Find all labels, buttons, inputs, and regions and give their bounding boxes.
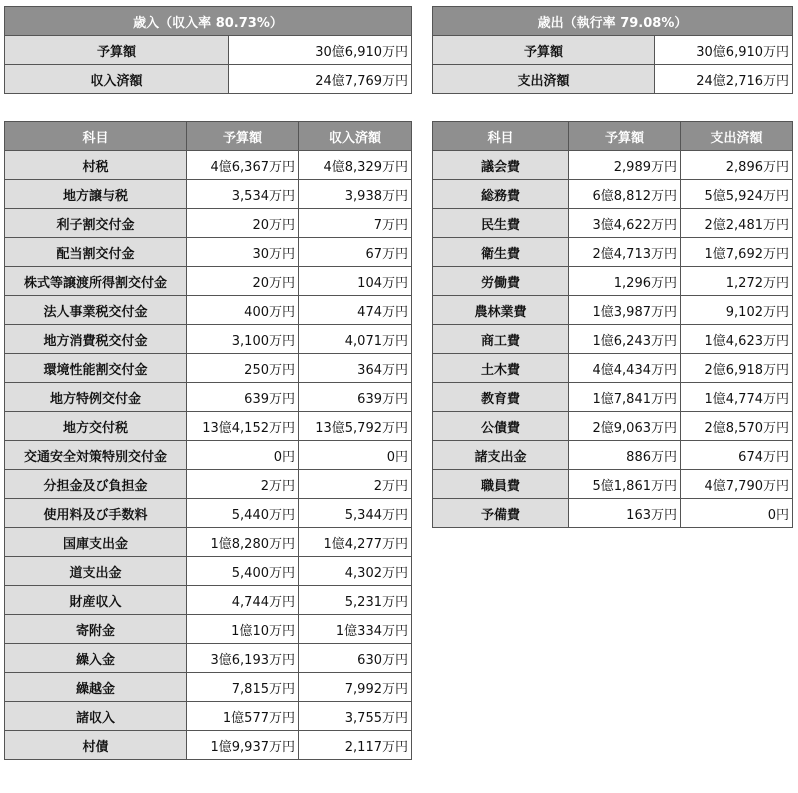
row-item-label: 地方特例交付金 bbox=[5, 383, 187, 412]
row-actual-value: 2億6,918万円 bbox=[681, 354, 793, 383]
table-row bbox=[5, 238, 412, 267]
table-row bbox=[433, 354, 793, 383]
table-row bbox=[433, 180, 793, 209]
row-actual-value: 67万円 bbox=[299, 238, 412, 267]
row-item-label: 分担金及び負担金 bbox=[5, 470, 187, 499]
row-budget-value: 1,296万円 bbox=[569, 267, 681, 296]
row-actual-value: 3,938万円 bbox=[299, 180, 412, 209]
row-budget-value: 2億4,713万円 bbox=[569, 238, 681, 267]
row-actual-value: 1億4,774万円 bbox=[681, 383, 793, 412]
table-row bbox=[5, 615, 412, 644]
row-actual-value: 1,272万円 bbox=[681, 267, 793, 296]
revenue-received-label: 収入済額 bbox=[5, 65, 229, 94]
row-item-label: 公債費 bbox=[433, 412, 569, 441]
row-budget-value: 20万円 bbox=[187, 267, 299, 296]
row-budget-value: 4億4,434万円 bbox=[569, 354, 681, 383]
row-item-label: 総務費 bbox=[433, 180, 569, 209]
row-budget-value: 2万円 bbox=[187, 470, 299, 499]
row-item-label: 利子割交付金 bbox=[5, 209, 187, 238]
expenditure-paid-value: 24億2,716万円 bbox=[655, 65, 793, 94]
table-row bbox=[433, 499, 793, 528]
table-row bbox=[433, 36, 793, 65]
row-actual-value: 1億7,692万円 bbox=[681, 238, 793, 267]
row-item-label: 村税 bbox=[5, 151, 187, 180]
table-row bbox=[5, 673, 412, 702]
row-actual-value: 3,755万円 bbox=[299, 702, 412, 731]
table-row bbox=[5, 354, 412, 383]
row-item-label: 労働費 bbox=[433, 267, 569, 296]
row-budget-value: 163万円 bbox=[569, 499, 681, 528]
row-item-label: 繰入金 bbox=[5, 644, 187, 673]
row-item-label: 地方消費税交付金 bbox=[5, 325, 187, 354]
row-item-label: 議会費 bbox=[433, 151, 569, 180]
table-row bbox=[5, 209, 412, 238]
table-row bbox=[5, 528, 412, 557]
table-row bbox=[5, 470, 412, 499]
row-budget-value: 0円 bbox=[187, 441, 299, 470]
table-row bbox=[433, 238, 793, 267]
row-actual-value: 4,071万円 bbox=[299, 325, 412, 354]
row-item-label: 国庫支出金 bbox=[5, 528, 187, 557]
row-actual-value: 364万円 bbox=[299, 354, 412, 383]
table-row bbox=[5, 151, 412, 180]
row-budget-value: 3,100万円 bbox=[187, 325, 299, 354]
table-row bbox=[433, 470, 793, 499]
revenue-table-body bbox=[5, 151, 412, 760]
row-budget-value: 886万円 bbox=[569, 441, 681, 470]
row-actual-value: 7,992万円 bbox=[299, 673, 412, 702]
table-row bbox=[433, 209, 793, 238]
row-actual-value: 2,896万円 bbox=[681, 151, 793, 180]
table-row bbox=[433, 412, 793, 441]
table-row bbox=[5, 557, 412, 586]
row-item-label: 繰越金 bbox=[5, 673, 187, 702]
row-actual-value: 7万円 bbox=[299, 209, 412, 238]
row-budget-value: 1億8,280万円 bbox=[187, 528, 299, 557]
column-header-item: 科目 bbox=[5, 122, 187, 151]
row-budget-value: 639万円 bbox=[187, 383, 299, 412]
revenue-received-value: 24億7,769万円 bbox=[229, 65, 412, 94]
row-item-label: 諸支出金 bbox=[433, 441, 569, 470]
revenue-summary-table bbox=[4, 6, 412, 94]
row-actual-value: 0円 bbox=[681, 499, 793, 528]
row-budget-value: 4億6,367万円 bbox=[187, 151, 299, 180]
table-row bbox=[433, 441, 793, 470]
table-row bbox=[5, 296, 412, 325]
revenue-detail-table bbox=[4, 121, 412, 760]
row-actual-value: 2億2,481万円 bbox=[681, 209, 793, 238]
expenditure-summary-table bbox=[432, 6, 793, 94]
row-budget-value: 250万円 bbox=[187, 354, 299, 383]
table-row bbox=[5, 702, 412, 731]
row-actual-value: 630万円 bbox=[299, 644, 412, 673]
table-row bbox=[5, 731, 412, 760]
row-budget-value: 400万円 bbox=[187, 296, 299, 325]
row-item-label: 農林業費 bbox=[433, 296, 569, 325]
column-header-paid: 支出済額 bbox=[681, 122, 793, 151]
row-actual-value: 104万円 bbox=[299, 267, 412, 296]
row-item-label: 地方譲与税 bbox=[5, 180, 187, 209]
row-budget-value: 3億4,622万円 bbox=[569, 209, 681, 238]
row-item-label: 予備費 bbox=[433, 499, 569, 528]
table-row bbox=[433, 65, 793, 94]
row-budget-value: 1億6,243万円 bbox=[569, 325, 681, 354]
row-item-label: 配当割交付金 bbox=[5, 238, 187, 267]
revenue-budget-label: 予算額 bbox=[5, 36, 229, 65]
row-actual-value: 5,344万円 bbox=[299, 499, 412, 528]
row-actual-value: 1億4,623万円 bbox=[681, 325, 793, 354]
revenue-budget-value: 30億6,910万円 bbox=[229, 36, 412, 65]
table-row bbox=[5, 586, 412, 615]
row-item-label: 使用料及び手数料 bbox=[5, 499, 187, 528]
table-row bbox=[5, 412, 412, 441]
column-header-received: 収入済額 bbox=[299, 122, 412, 151]
row-actual-value: 2億8,570万円 bbox=[681, 412, 793, 441]
row-item-label: 商工費 bbox=[433, 325, 569, 354]
row-actual-value: 5億5,924万円 bbox=[681, 180, 793, 209]
row-item-label: 法人事業税交付金 bbox=[5, 296, 187, 325]
row-actual-value: 2万円 bbox=[299, 470, 412, 499]
row-actual-value: 4,302万円 bbox=[299, 557, 412, 586]
row-actual-value: 9,102万円 bbox=[681, 296, 793, 325]
row-budget-value: 1億10万円 bbox=[187, 615, 299, 644]
row-budget-value: 5億1,861万円 bbox=[569, 470, 681, 499]
row-actual-value: 674万円 bbox=[681, 441, 793, 470]
row-actual-value: 5,231万円 bbox=[299, 586, 412, 615]
table-row bbox=[5, 499, 412, 528]
row-actual-value: 1億4,277万円 bbox=[299, 528, 412, 557]
row-actual-value: 0円 bbox=[299, 441, 412, 470]
table-row bbox=[5, 644, 412, 673]
table-row bbox=[5, 267, 412, 296]
row-budget-value: 3億6,193万円 bbox=[187, 644, 299, 673]
row-budget-value: 1億9,937万円 bbox=[187, 731, 299, 760]
row-budget-value: 30万円 bbox=[187, 238, 299, 267]
row-actual-value: 2,117万円 bbox=[299, 731, 412, 760]
table-row bbox=[5, 180, 412, 209]
column-header-budget: 予算額 bbox=[187, 122, 299, 151]
row-actual-value: 4億7,790万円 bbox=[681, 470, 793, 499]
row-budget-value: 20万円 bbox=[187, 209, 299, 238]
row-budget-value: 13億4,152万円 bbox=[187, 412, 299, 441]
expenditure-detail-table bbox=[432, 121, 793, 528]
table-row bbox=[433, 151, 793, 180]
row-budget-value: 1億7,841万円 bbox=[569, 383, 681, 412]
expenditure-table-body bbox=[433, 151, 793, 528]
row-item-label: 土木費 bbox=[433, 354, 569, 383]
row-item-label: 交通安全対策特別交付金 bbox=[5, 441, 187, 470]
expenditure-budget-value: 30億6,910万円 bbox=[655, 36, 793, 65]
row-budget-value: 1億577万円 bbox=[187, 702, 299, 731]
row-budget-value: 7,815万円 bbox=[187, 673, 299, 702]
row-item-label: 環境性能割交付金 bbox=[5, 354, 187, 383]
table-row bbox=[5, 325, 412, 354]
row-budget-value: 4,744万円 bbox=[187, 586, 299, 615]
row-actual-value: 1億334万円 bbox=[299, 615, 412, 644]
table-row bbox=[433, 383, 793, 412]
row-item-label: 寄附金 bbox=[5, 615, 187, 644]
row-actual-value: 4億8,329万円 bbox=[299, 151, 412, 180]
table-row bbox=[433, 267, 793, 296]
row-budget-value: 5,400万円 bbox=[187, 557, 299, 586]
table-row bbox=[5, 65, 412, 94]
table-row bbox=[433, 296, 793, 325]
column-header-item: 科目 bbox=[433, 122, 569, 151]
row-budget-value: 2億9,063万円 bbox=[569, 412, 681, 441]
row-budget-value: 6億8,812万円 bbox=[569, 180, 681, 209]
table-row bbox=[433, 325, 793, 354]
expenditure-paid-label: 支出済額 bbox=[433, 65, 655, 94]
row-actual-value: 474万円 bbox=[299, 296, 412, 325]
table-row bbox=[5, 383, 412, 412]
row-item-label: 村債 bbox=[5, 731, 187, 760]
row-item-label: 道支出金 bbox=[5, 557, 187, 586]
row-item-label: 職員費 bbox=[433, 470, 569, 499]
row-item-label: 諸収入 bbox=[5, 702, 187, 731]
row-budget-value: 5,440万円 bbox=[187, 499, 299, 528]
column-header-budget: 予算額 bbox=[569, 122, 681, 151]
row-budget-value: 1億3,987万円 bbox=[569, 296, 681, 325]
row-actual-value: 13億5,792万円 bbox=[299, 412, 412, 441]
table-row bbox=[5, 441, 412, 470]
expenditure-budget-label: 予算額 bbox=[433, 36, 655, 65]
revenue-summary-title: 歳入（収入率 80.73%） bbox=[5, 7, 412, 36]
row-budget-value: 2,989万円 bbox=[569, 151, 681, 180]
row-item-label: 民生費 bbox=[433, 209, 569, 238]
row-budget-value: 3,534万円 bbox=[187, 180, 299, 209]
row-item-label: 財産収入 bbox=[5, 586, 187, 615]
row-item-label: 株式等譲渡所得割交付金 bbox=[5, 267, 187, 296]
row-item-label: 衛生費 bbox=[433, 238, 569, 267]
row-item-label: 教育費 bbox=[433, 383, 569, 412]
table-row bbox=[5, 36, 412, 65]
row-actual-value: 639万円 bbox=[299, 383, 412, 412]
row-item-label: 地方交付税 bbox=[5, 412, 187, 441]
expenditure-summary-title: 歳出（執行率 79.08%） bbox=[433, 7, 793, 36]
